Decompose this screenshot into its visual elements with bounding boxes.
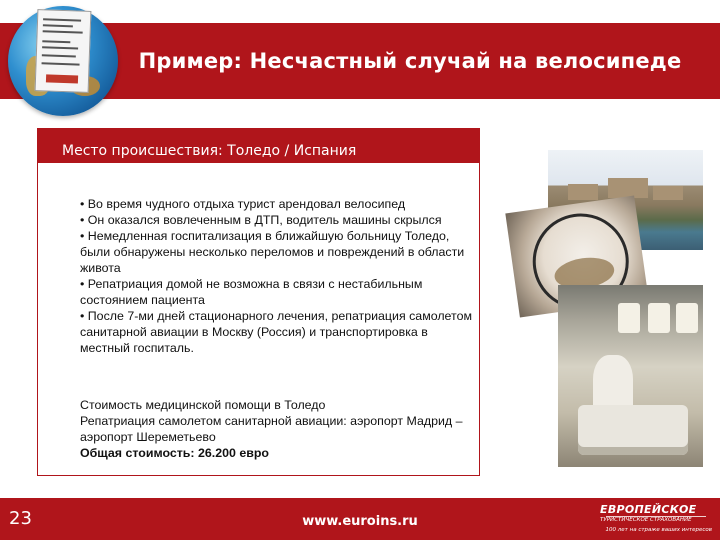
air-ambulance-photo bbox=[558, 285, 703, 467]
bullet-item: • Немедленная госпитализация в ближайшую больницу Толедо, были обнаружены несколько переломов и повреждений в области живота bbox=[80, 229, 465, 275]
stretcher bbox=[578, 405, 688, 455]
logo-subtitle: ТУРИСТИЧЕСКОЕ СТРАХОВАНИЕ bbox=[600, 517, 692, 523]
location-label: Место происшествия: Толедо / Испания bbox=[62, 143, 357, 159]
total-cost: Общая стоимость: 26.200 евро bbox=[80, 446, 269, 460]
bullet-item: • Во время чудного отдыха турист арендовал велосипед bbox=[80, 197, 406, 211]
bullet-list bbox=[80, 196, 475, 356]
cost-line: Стоимость медицинской помощи в Толедо bbox=[80, 398, 326, 412]
bullet-item: • После 7-ми дней стационарного лечения, репатриация самолетом санитарной авиации в Москву (Россия) и транспортировка в местный госпиталь. bbox=[80, 309, 472, 355]
cost-line: Репатриация самолетом санитарной авиации: аэропорт Мадрид – аэропорт Шереметьево bbox=[80, 414, 463, 444]
globe-with-document-icon bbox=[8, 6, 118, 116]
document-icon bbox=[35, 9, 92, 93]
slide-title: Пример: Несчастный случай на велосипеде bbox=[138, 49, 682, 73]
logo-tagline: 100 лет на страже ваших интересов bbox=[605, 527, 712, 533]
bullet-item: • Он оказался вовлеченным в ДТП, водитель машины скрылся bbox=[80, 213, 442, 227]
bullet-item: • Репатриация домой не возможна в связи с нестабильным состоянием пациента bbox=[80, 277, 423, 307]
company-logo bbox=[600, 503, 712, 537]
cost-summary bbox=[80, 397, 475, 461]
logo-name: ЕВРОПЕЙСКОЕ bbox=[600, 503, 697, 516]
footer-url-link[interactable]: www.euroins.ru bbox=[302, 514, 418, 529]
page-number: 23 bbox=[9, 508, 32, 529]
